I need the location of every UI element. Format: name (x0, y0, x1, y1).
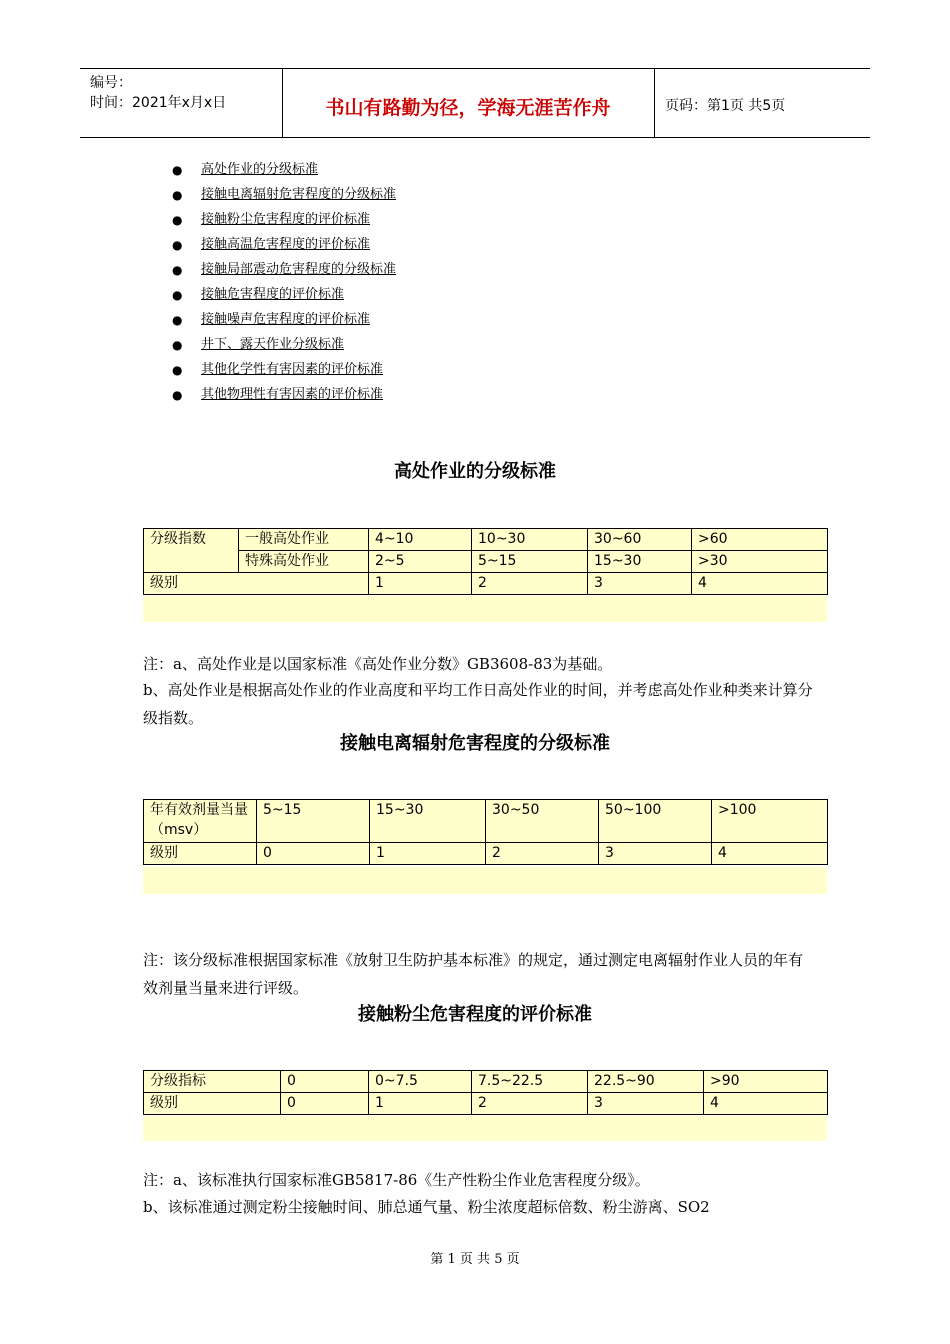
toc-item[interactable] (172, 210, 396, 235)
table-row (144, 1071, 828, 1093)
time-label: 时间：2021年x月x日 (90, 95, 227, 111)
toc-link[interactable]: 接触噪声危害程度的评价标准 (201, 312, 371, 327)
table-cell: 0 (281, 1093, 369, 1115)
dust-table (143, 1070, 828, 1115)
table-cell: 1 (370, 843, 486, 865)
table-cell: >100 (712, 800, 828, 843)
note-paragraph: b、高处作业是根据高处作业的作业高度和平均工作日高处作业的时间，并考虑高处作业种类来计算分级指数。 (143, 681, 813, 727)
table-cell: 5~15 (472, 551, 588, 573)
page-label: 页码：第1页 共5页 (665, 98, 786, 114)
bullet-icon: ● (172, 313, 183, 327)
table-cell: 3 (599, 843, 712, 865)
table-cell: 分级指标 (144, 1071, 281, 1093)
table-band (143, 1116, 827, 1141)
bullet-icon: ● (172, 213, 183, 227)
table-cell: 0 (281, 1071, 369, 1093)
header-meta-cell (80, 69, 283, 137)
toc-link[interactable]: 其他物理性有害因素的评价标准 (201, 387, 384, 402)
table-cell: 10~30 (472, 529, 588, 551)
table-cell: 级别 (144, 843, 257, 865)
table-cell: 3 (588, 1093, 704, 1115)
note-paragraph: b、该标准通过测定粉尘接触时间、肺总通气量、粉尘浓度超标倍数、粉尘游离、SO2 (143, 1198, 710, 1216)
table-cell: 年有效剂量当量（msv） (144, 800, 257, 843)
toc-link[interactable]: 接触电离辐射危害程度的分级标准 (201, 187, 397, 202)
note-paragraph: 注：a、高处作业是以国家标准《高处作业分数》GB3608-83为基础。 (143, 655, 613, 673)
radiation-table (143, 799, 828, 865)
table-cell: 15~30 (370, 800, 486, 843)
bullet-icon: ● (172, 188, 183, 202)
table-cell: 2 (472, 1093, 588, 1115)
table-cell: 4 (712, 843, 828, 865)
table-cell: 0 (257, 843, 370, 865)
table-row (144, 551, 828, 573)
header-motto-cell (282, 69, 655, 137)
bullet-icon: ● (172, 288, 183, 302)
table-cell: 4 (692, 573, 828, 595)
section-title-radiation: 接触电离辐射危害程度的分级标准 (340, 733, 610, 754)
toc-item[interactable] (172, 260, 396, 285)
table-cell: 5~15 (257, 800, 370, 843)
header-page-cell (655, 69, 870, 137)
toc-item[interactable] (172, 335, 396, 360)
page-header (80, 68, 870, 138)
table-cell: 4~10 (369, 529, 472, 551)
table-cell: 级别 (144, 573, 369, 595)
bullet-icon: ● (172, 238, 183, 252)
table-cell: 级别 (144, 1093, 281, 1115)
table-cell: >90 (704, 1071, 828, 1093)
bullet-icon: ● (172, 163, 183, 177)
section-title-height-work: 高处作业的分级标准 (394, 461, 556, 482)
toc-link[interactable]: 高处作业的分级标准 (201, 162, 319, 177)
toc-item[interactable] (172, 385, 396, 410)
table-cell: 一般高处作业 (239, 529, 369, 551)
toc-item[interactable] (172, 160, 396, 185)
toc-item[interactable] (172, 235, 396, 260)
motto: 书山有路勤为径，学海无涯苦作舟 (325, 97, 611, 119)
toc-item[interactable] (172, 185, 396, 210)
bullet-icon: ● (172, 338, 183, 352)
table-cell: >30 (692, 551, 828, 573)
table-cell: 分级指数 (144, 529, 239, 573)
bullet-icon: ● (172, 263, 183, 277)
bullet-icon: ● (172, 363, 183, 377)
table-cell: 3 (588, 573, 692, 595)
toc-item[interactable] (172, 285, 396, 310)
table-cell: 30~60 (588, 529, 692, 551)
note-paragraph: 注：该分级标准根据国家标准《放射卫生防护基本标准》的规定，通过测定电离辐射作业人员的年有效剂量当量来进行评级。 (143, 951, 804, 997)
table-cell: 特殊高处作业 (239, 551, 369, 573)
toc-item[interactable] (172, 360, 396, 385)
page-footer: 第 1 页 共 5 页 (430, 1252, 520, 1267)
table-cell: 30~50 (486, 800, 599, 843)
toc-list (172, 160, 396, 410)
table-cell: 1 (369, 1093, 472, 1115)
table-cell: 2~5 (369, 551, 472, 573)
toc-link[interactable]: 其他化学性有害因素的评价标准 (201, 362, 384, 377)
table-row (144, 800, 828, 843)
table-cell: 1 (369, 573, 472, 595)
table-cell: 50~100 (599, 800, 712, 843)
table-row (144, 573, 828, 595)
section-title-dust: 接触粉尘危害程度的评价标准 (358, 1004, 592, 1025)
table-cell: 22.5~90 (588, 1071, 704, 1093)
toc-link[interactable]: 井下、露天作业分级标准 (201, 337, 345, 352)
table-row (144, 843, 828, 865)
table-cell: 2 (486, 843, 599, 865)
table-row (144, 529, 828, 551)
table-cell: 2 (472, 573, 588, 595)
table-row (144, 1093, 828, 1115)
toc-link[interactable]: 接触局部震动危害程度的分级标准 (201, 262, 397, 277)
toc-item[interactable] (172, 310, 396, 335)
number-label: 编号： (90, 75, 132, 91)
table-cell: 15~30 (588, 551, 692, 573)
table-band (143, 596, 827, 622)
toc-link[interactable]: 接触危害程度的评价标准 (201, 287, 345, 302)
bullet-icon: ● (172, 388, 183, 402)
note-paragraph: 注：a、该标准执行国家标准GB5817-86《生产性粉尘作业危害程度分级》。 (143, 1171, 650, 1189)
toc-link[interactable]: 接触高温危害程度的评价标准 (201, 237, 371, 252)
table-cell: 0~7.5 (369, 1071, 472, 1093)
table-band (143, 867, 827, 894)
table-cell: 4 (704, 1093, 828, 1115)
table-cell: 7.5~22.5 (472, 1071, 588, 1093)
height-work-table (143, 528, 828, 595)
toc-link[interactable]: 接触粉尘危害程度的评价标准 (201, 212, 371, 227)
table-cell: >60 (692, 529, 828, 551)
